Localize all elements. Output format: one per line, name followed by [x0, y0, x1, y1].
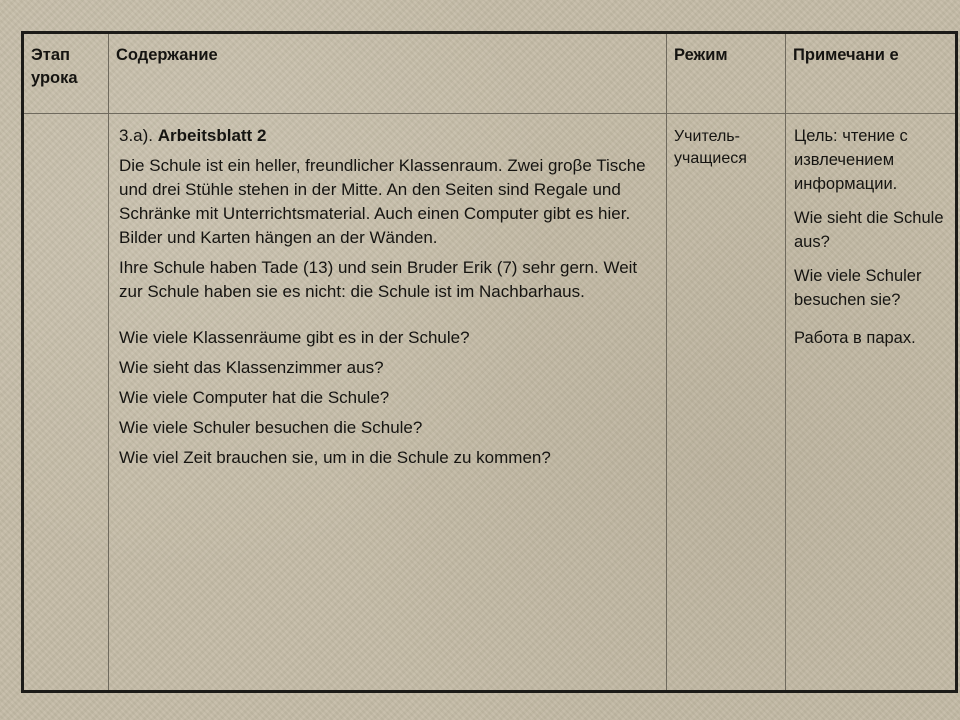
text-paragraph-2: Ihre Schule haben Tade (13) und sein Bruder Erik (7) sehr gern. Weit zur Schule haben sie es nicht: die Schule ist im Nachbarhaus.: [119, 258, 638, 301]
task-title: Arbeitsblatt 2: [157, 126, 267, 145]
header-notes: Примечани е: [786, 33, 957, 114]
note-question-1: Wie sieht die Schule aus?: [794, 209, 944, 251]
question-5: Wie viel Zeit brauchen sie, um in die Schule zu kommen?: [119, 448, 551, 467]
notes-cell: [786, 114, 957, 692]
question-1: Wie viele Klassenräume gibt es in der Schule?: [119, 328, 470, 347]
note-goal: Цель: чтение с извлечением информации.: [794, 127, 908, 193]
task-heading: [119, 124, 658, 148]
header-mode: Режим: [667, 33, 786, 114]
stage-cell: [23, 114, 109, 692]
content-cell: [109, 114, 667, 692]
header-row: [23, 33, 957, 114]
note-pair-work: Работа в парах.: [794, 329, 916, 347]
table-row: [23, 114, 957, 692]
question-4: Wie viele Schuler besuchen die Schule?: [119, 418, 423, 437]
question-2: Wie sieht das Klassenzimmer aus?: [119, 358, 384, 377]
header-stage: Этап урока: [23, 33, 109, 114]
mode-cell: Учитель- учащиеся: [667, 114, 786, 692]
question-3: Wie viele Computer hat die Schule?: [119, 388, 390, 407]
note-question-2: Wie viele Schuler besuchen sie?: [794, 267, 922, 309]
text-paragraph-1: Die Schule ist ein heller, freundlicher Klassenraum. Zwei groβe Tische und drei Stühle stehen in der Mitte. An den Seiten sind Regale und Schränke mit Unterrichtsmaterial. Auch einen Computer gibt es hier. Bilder und Karten hängen an der Wänden.: [119, 156, 646, 247]
header-content: Содержание: [109, 33, 667, 114]
lesson-plan-table: [21, 31, 958, 693]
task-number: 3.а).: [119, 126, 154, 145]
